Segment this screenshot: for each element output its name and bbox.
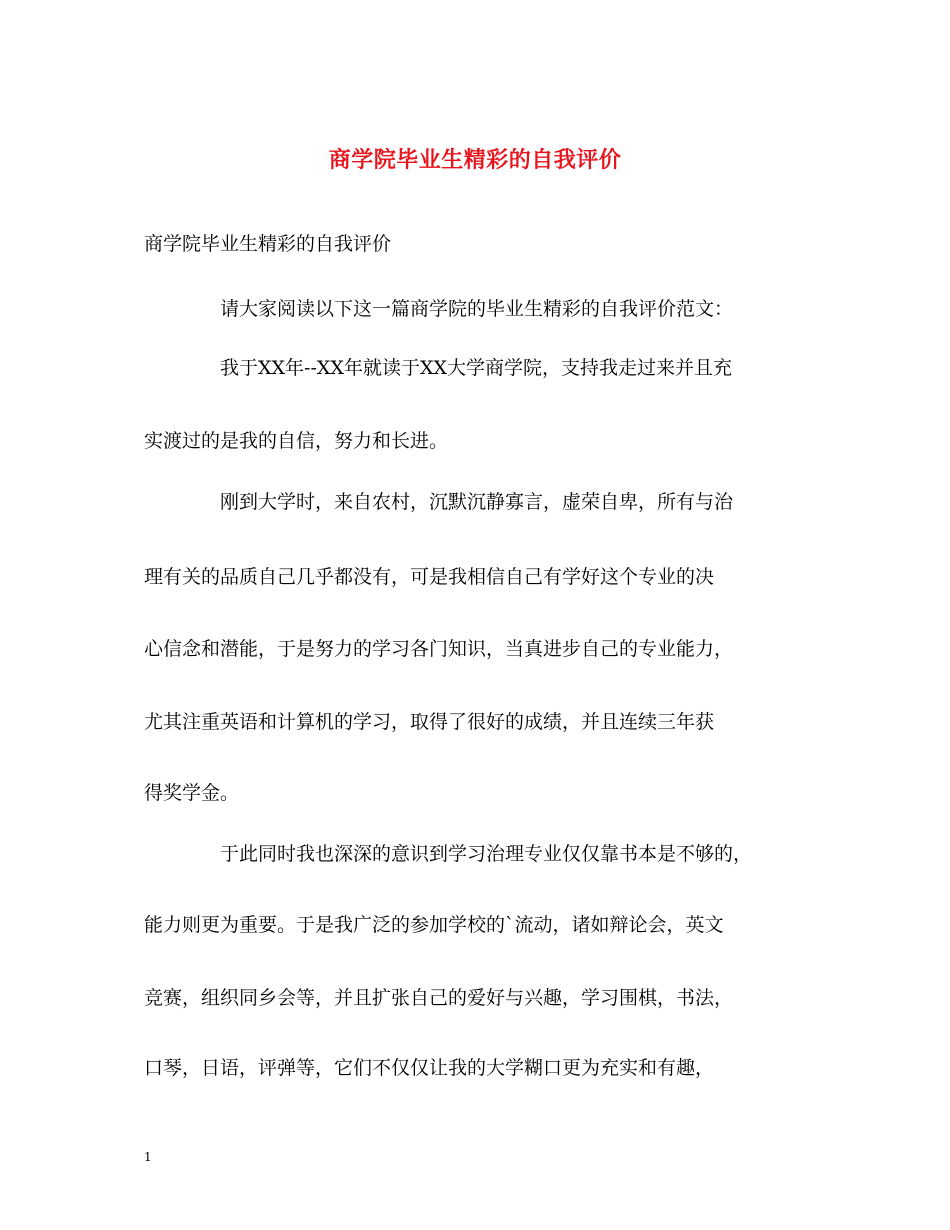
paragraph-line: 口琴，日语，评弹等，它们不仅仅让我的大学糊口更为充实和有趣， <box>144 1057 715 1079</box>
paragraph-line: 请大家阅读以下这一篇商学院的毕业生精彩的自我评价范文： <box>220 298 734 320</box>
paragraph-line: 实渡过的是我的自信，努力和长进。 <box>144 430 449 452</box>
paragraph-line: 于此同时我也深深的意识到学习治理专业仅仅靠书本是不够的， <box>220 843 753 865</box>
paragraph-line: 得奖学金。 <box>144 782 240 804</box>
subtitle-line: 商学院毕业生精彩的自我评价 <box>144 233 392 255</box>
paragraph-line: 心信念和潜能，于是努力的学习各门知识，当真进步自己的专业能力， <box>144 638 734 660</box>
paragraph-line: 我于XX年--XX年就读于XX大学商学院，支持我走过来并且充 <box>220 357 732 379</box>
page-number: 1 <box>144 1150 152 1164</box>
paragraph-line: 竞赛，组织同乡会等，并且扩张自己的爱好与兴趣，学习围棋，书法， <box>144 987 734 1009</box>
paragraph-line: 理有关的品质自己几乎都没有，可是我相信自己有学好这个专业的决 <box>144 566 715 588</box>
document-title: 商学院毕业生精彩的自我评价 <box>328 147 622 173</box>
paragraph-line: 尤其注重英语和计算机的学习，取得了很好的成绩，并且连续三年获 <box>144 711 715 733</box>
paragraph-line: 能力则更为重要。于是我广泛的参加学校的`流动，诸如辩论会，英文 <box>144 914 724 936</box>
paragraph-line: 刚到大学时，来自农村，沉默沉静寡言，虚荣自卑，所有与治 <box>220 491 734 513</box>
